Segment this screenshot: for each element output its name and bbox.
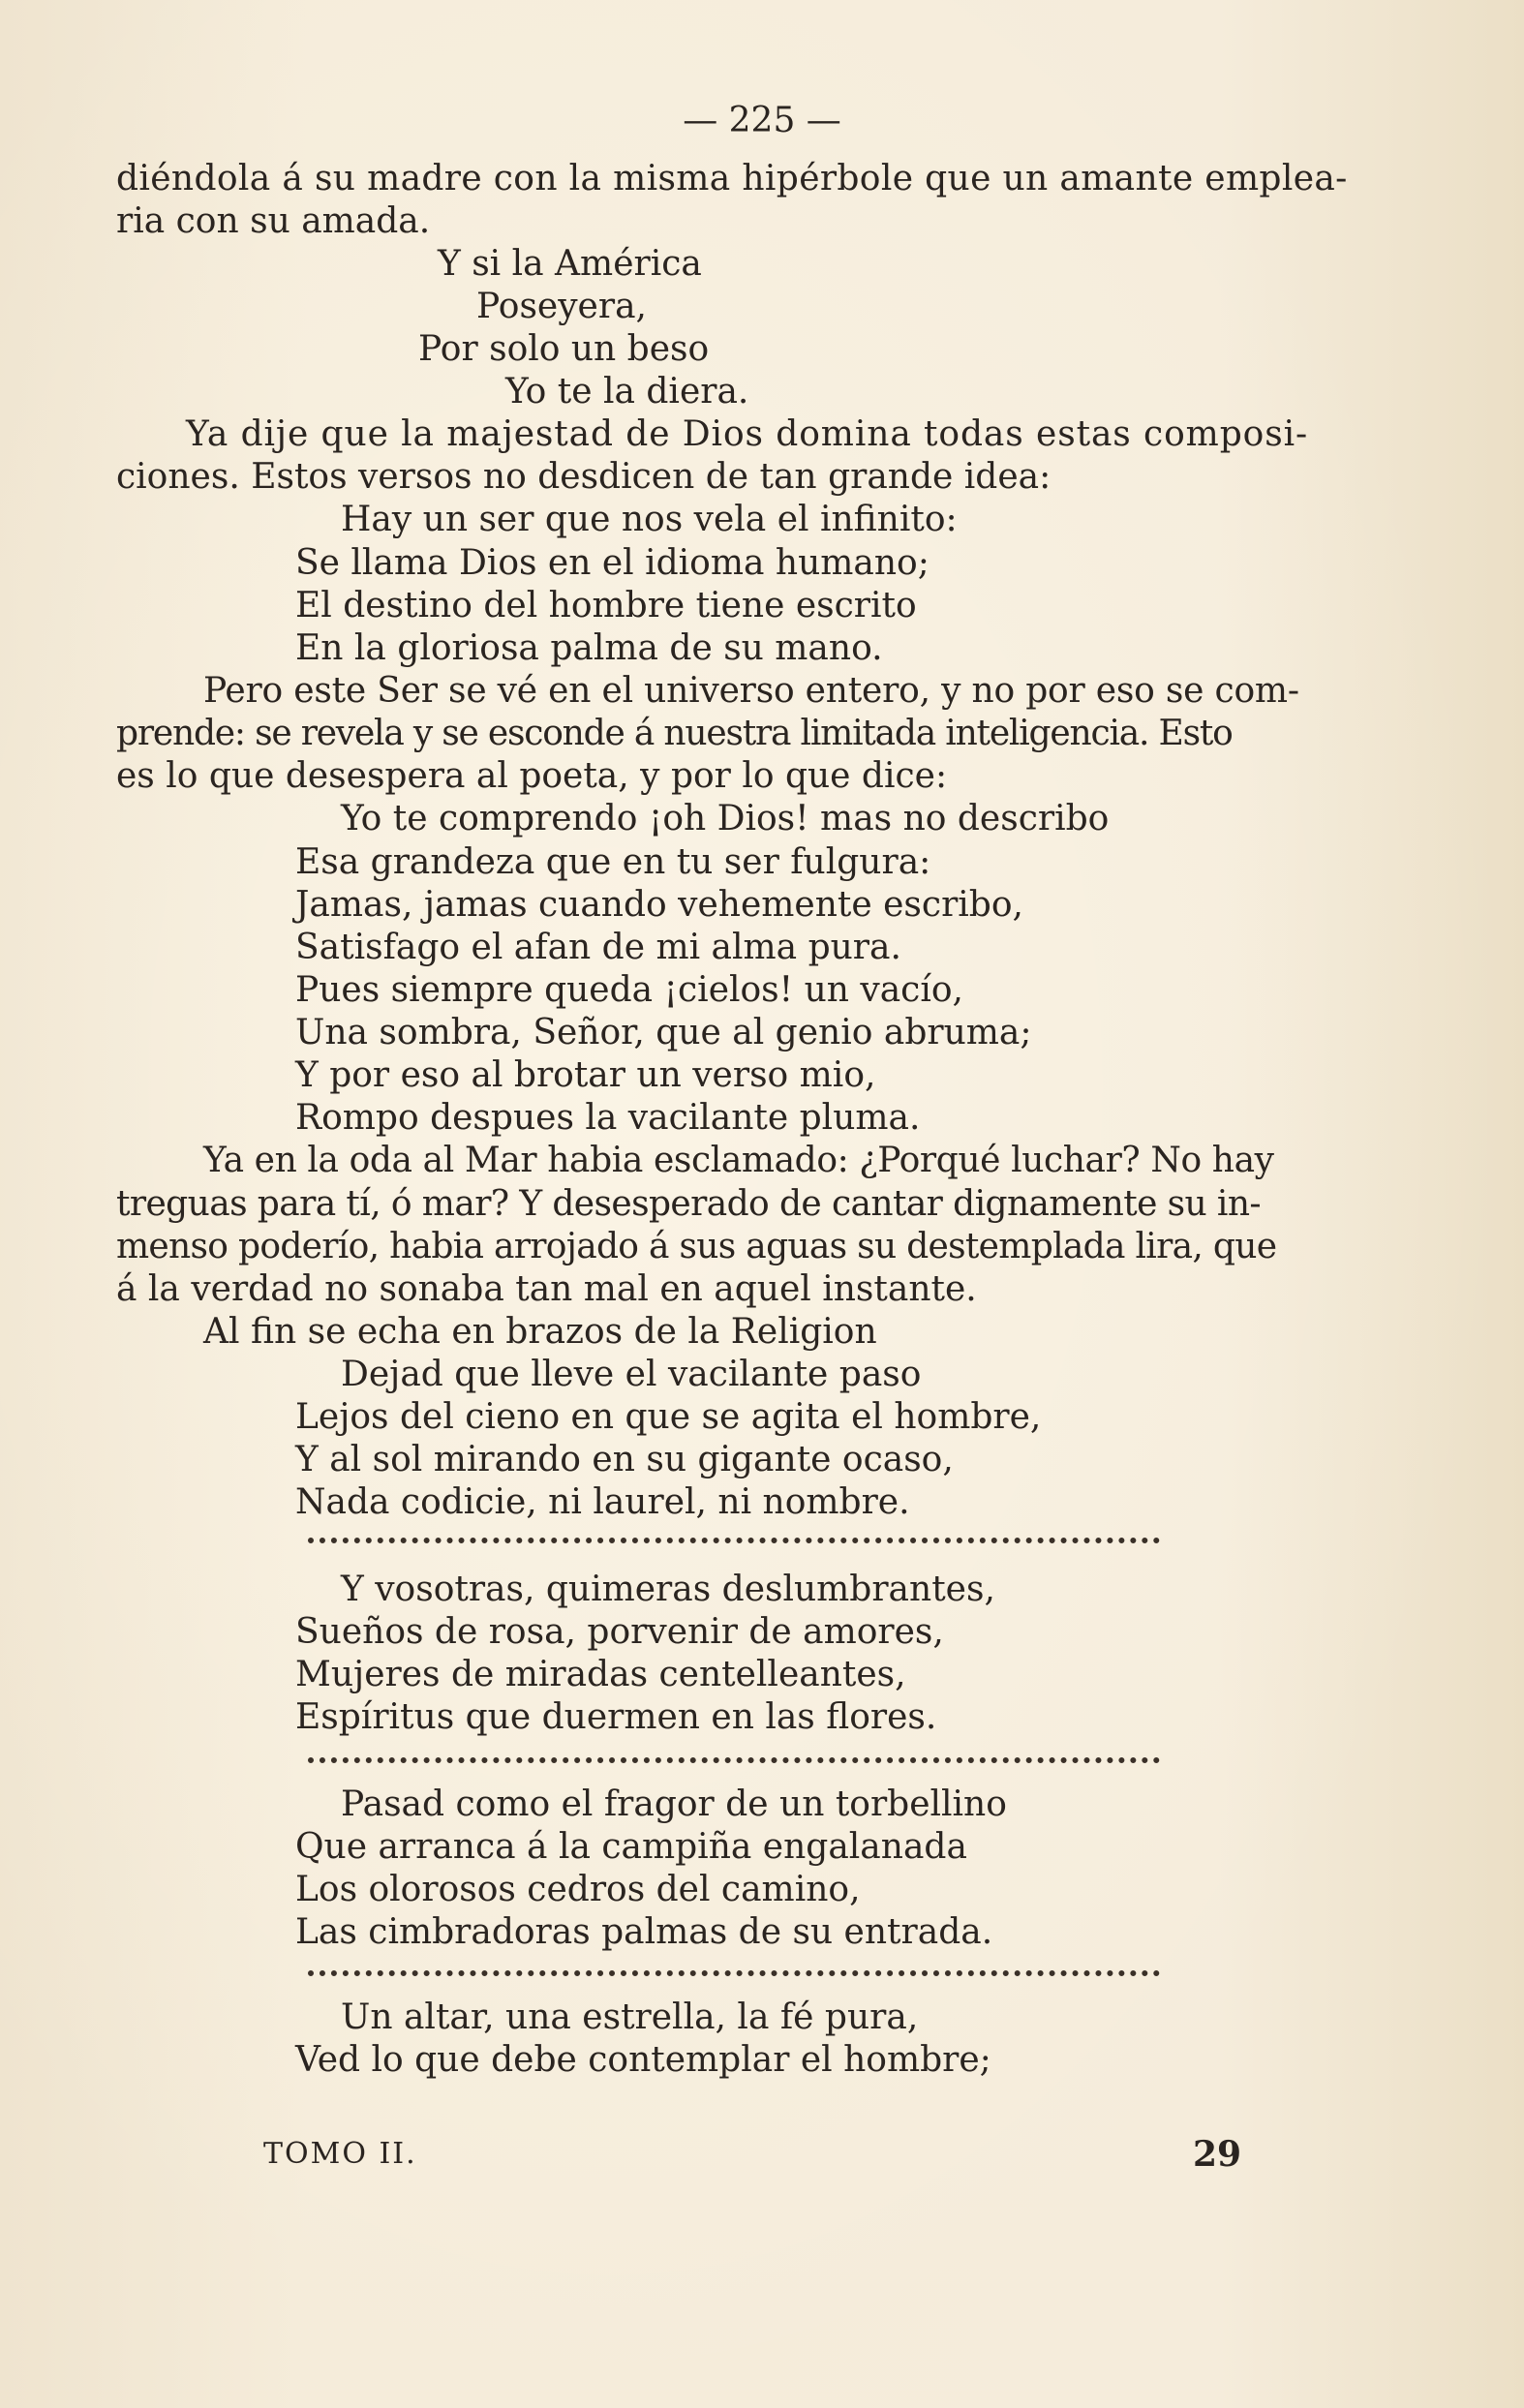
- verse-line: Lejos del cieno en que se agita el hombre,: [295, 1397, 1042, 1437]
- verse-line: Yo te comprendo ¡oh Dios! mas no describo: [341, 799, 1110, 838]
- verse-line: Las cimbradoras palmas de su entrada.: [295, 1912, 993, 1952]
- text-line: Ya dije que la majestad de Dios domina todas estas composi-: [186, 414, 1309, 454]
- verse-line: Y al sol mirando en su gigante ocaso,: [295, 1440, 954, 1479]
- volume-label: TOMO II.: [263, 2137, 417, 2171]
- verse-line: Y por eso al brotar un verso mio,: [295, 1055, 876, 1095]
- verse-line: Satisfago el afan de mi alma pura.: [295, 928, 901, 967]
- verse-line: Los olorosos cedros del camino,: [295, 1870, 861, 1909]
- verse-line: Y si la América: [438, 244, 702, 284]
- verse-line: Que arranca á la campiña engalanada: [295, 1827, 967, 1867]
- verse-line: Hay un ser que nos vela el infinito:: [341, 500, 958, 539]
- verse-line: Pues siempre queda ¡cielos! un vacío,: [295, 970, 963, 1010]
- text-line: ciones. Estos versos no desdicen de tan grande idea:: [116, 457, 1052, 497]
- text-line: treguas para tí, ó mar? Y desesperado de cantar dignamente su in-: [116, 1184, 1261, 1224]
- text-line: Pero este Ser se vé en el universo entero, y no por eso se com-: [203, 671, 1299, 711]
- verse-line: Mujeres de miradas centelleantes,: [295, 1655, 906, 1694]
- verse-line: Sueños de rosa, porvenir de amores,: [295, 1612, 944, 1652]
- text-line: menso poderío, habia arrojado á sus aguas su destemplada lira, que: [116, 1227, 1277, 1266]
- verse-line: Por solo un beso: [418, 329, 710, 369]
- text-line: Al fin se echa en brazos de la Religion: [203, 1312, 877, 1352]
- verse-line: Yo te la diera.: [505, 372, 749, 411]
- verse-line: Espíritus que duermen en las flores.: [295, 1697, 937, 1737]
- ellipsis-divider: [308, 1970, 1160, 1976]
- text-line: Ya en la oda al Mar habia esclamado: ¿Porqué luchar? No hay: [203, 1141, 1274, 1180]
- text-line: á la verdad no sonaba tan mal en aquel instante.: [116, 1269, 977, 1309]
- verse-line: Se llama Dios en el idioma humano;: [295, 543, 930, 583]
- verse-line: Rompo despues la vacilante pluma.: [295, 1098, 921, 1138]
- verse-line: Nada codicie, ni laurel, ni nombre.: [295, 1482, 910, 1522]
- text-line: prende: se revela y se esconde á nuestra limitada inteligencia. Esto: [116, 714, 1233, 753]
- verse-line: Una sombra, Señor, que al genio abruma;: [295, 1013, 1032, 1052]
- ellipsis-divider: [308, 1538, 1160, 1543]
- text-line: es lo que desespera al poeta, y por lo que dice:: [116, 756, 948, 796]
- page-number: — 225 —: [683, 101, 841, 140]
- verse-line: Dejad que lleve el vacilante paso: [341, 1355, 922, 1394]
- ellipsis-divider: [308, 1757, 1160, 1763]
- verse-line: Pasad como el fragor de un torbellino: [341, 1784, 1007, 1824]
- verse-line: Y vosotras, quimeras deslumbrantes,: [341, 1570, 995, 1609]
- verse-line: Esa grandeza que en tu ser fulgura:: [295, 842, 931, 882]
- verse-line: Poseyera,: [476, 287, 647, 326]
- verse-line: Jamas, jamas cuando vehemente escribo,: [295, 885, 1023, 925]
- verse-line: Ved lo que debe contemplar el hombre;: [295, 2040, 991, 2080]
- verse-line: El destino del hombre tiene escrito: [295, 586, 917, 625]
- text-line: ria con su amada.: [116, 201, 431, 241]
- signature-mark: 29: [1193, 2134, 1242, 2175]
- verse-line: Un altar, una estrella, la fé pura,: [341, 1997, 919, 2037]
- verse-line: En la gloriosa palma de su mano.: [295, 628, 883, 668]
- text-line: diéndola á su madre con la misma hipérbole que un amante emplea-: [116, 159, 1348, 198]
